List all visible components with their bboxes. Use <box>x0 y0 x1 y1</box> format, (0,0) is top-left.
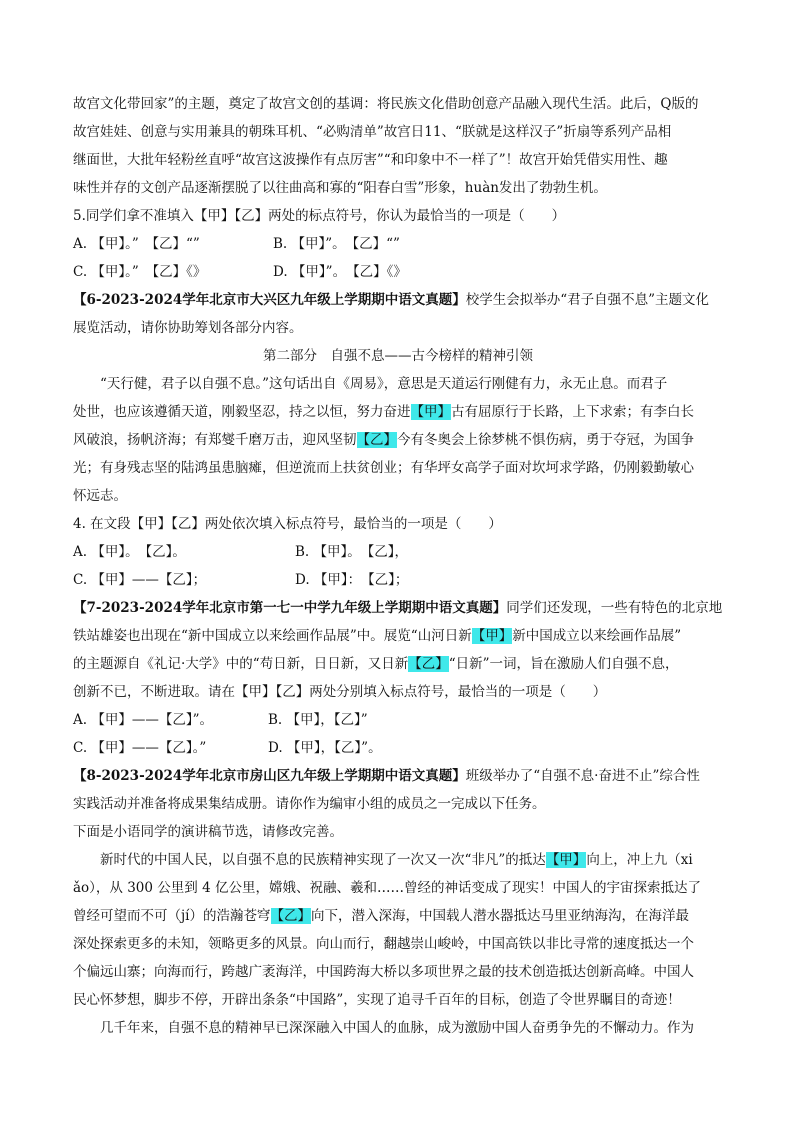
source-label: 【8-2023-2024学年北京市房山区九年级上学期期中语文真题】 <box>73 768 466 784</box>
intro-text: 同学们还发现，一些有特色的北京地 <box>506 600 723 616</box>
text-segment: 新中国成立以来绘画作品展” <box>512 628 682 644</box>
section-8-intro <box>73 762 723 790</box>
text-line: 怀远志。 <box>73 488 127 504</box>
text-line: “天行健，君子以自强不息。”这句话出自《周易》，意思是天道运行刚健有力，永无止息。而君子 <box>100 376 668 392</box>
text-line: 故宫娃娃、创意与实用兼具的朝珠耳机、“必购清单”故宫日11、“朕就是这样汉子”折扇等系列产品相 <box>73 124 672 140</box>
blank-jia-marker: 【甲】 <box>545 852 587 868</box>
text-segment: 古有屈原行于长路，上下求索；有李白长 <box>451 404 694 420</box>
option-b: B. 【甲】。 【乙】， <box>295 544 409 560</box>
source-label: 【7-2023-2024学年北京市第一七一中学九年级上学期期中语文真题】 <box>73 600 507 616</box>
text-segment: 今有冬奥会上徐梦桃不惧伤病，勇于夺冠，为国争 <box>397 432 694 448</box>
blank-yi-marker: 【乙】 <box>356 432 397 448</box>
option-c: C. 【甲】——【乙】； <box>73 572 207 588</box>
option-b: B. 【甲】，【乙】” <box>268 712 368 728</box>
option-a: A. 【甲】。 【乙】。 <box>73 544 186 560</box>
text-line: 民心怀梦想，脚步不停，开辟出条条“中国路”，实现了追寻千百年的目标，创造了令世界瞩目的奇迹！ <box>73 992 681 1008</box>
text-line <box>73 902 723 930</box>
blank-yi-marker: 【乙】 <box>408 656 449 672</box>
text-line: ǎo），从 300 公里到 4 亿公里，嫦娥、祝融、羲和……曾经的神话变成了现实！中国人的宇宙探索抵达了 <box>73 880 701 896</box>
section-6-intro <box>73 286 723 314</box>
text-segment: 处世，也应该遵循天道，刚毅坚忍，持之以恒，努力奋进 <box>73 404 411 420</box>
text-line: 继面世，大批年轻粉丝直呼“故宫这波操作有点厉害”“和印象中不一样了”！故宫开始凭借实用性、趣 <box>73 152 668 168</box>
text-line <box>73 650 723 678</box>
intro-text: 校学生会拟举办“君子自强不息”主题文化 <box>465 292 710 308</box>
text-line: 实践活动并准备将成果集结成册。请你作为编审小组的成员之一完成以下任务。 <box>73 796 546 812</box>
text-segment: 新时代的中国人民，以自强不息的民族精神实现了一次又一次“非凡”的抵达 <box>100 852 546 868</box>
question-5-options-cd <box>73 258 723 286</box>
text-line: 个偏远山寨；向海而行，跨越广袤海洋，中国跨海大桥以多项世界之最的技术创造抵达创新高峰。中国人 <box>73 964 694 980</box>
text-line <box>73 622 723 650</box>
text-line <box>73 398 723 426</box>
option-d: D. 【甲】”。 【乙】《》 <box>273 264 407 280</box>
question-5-stem: 5.同学们拿不准填入【甲】【乙】两处的标点符号，你认为最恰当的一项是（ ） <box>73 208 566 224</box>
question-7-options-ab <box>73 706 723 734</box>
question-4-options-cd <box>73 566 723 594</box>
option-a: A. 【甲】。” 【乙】“” <box>73 236 200 252</box>
option-d: D. 【甲】： 【乙】； <box>295 572 409 588</box>
text-line: 故宫文化带回家”的主题，奠定了故宫文创的基调：将民族文化借助创意产品融入现代生活。此后，Q版的 <box>73 96 699 112</box>
question-7-options-cd <box>73 734 723 762</box>
option-a: A. 【甲】——【乙】”。 <box>73 712 213 728</box>
blank-yi-marker: 【乙】 <box>270 908 312 924</box>
text-segment: 铁站雄姿也出现在“新中国成立以来绘画作品展”中。展览“山河日新 <box>73 628 472 644</box>
document-page <box>73 90 723 1042</box>
text-segment: 向下，潜入深海，中国载人潜水器抵达马里亚纳海沟，在海洋最 <box>311 908 690 924</box>
text-line: 下面是小语同学的演讲稿节选，请修改完善。 <box>73 824 343 840</box>
option-d: D. 【甲】，【乙】”。 <box>268 740 382 756</box>
text-line: 味性并存的文创产品逐渐摆脱了以往曲高和寡的“阳春白雪”形象，huàn发出了勃勃生机。 <box>73 180 607 196</box>
text-line <box>73 846 723 874</box>
text-segment: 向上，冲上九（xi <box>586 852 693 868</box>
blank-jia-marker: 【甲】 <box>410 404 451 420</box>
blank-jia-marker: 【甲】 <box>471 628 513 644</box>
option-c: C. 【甲】——【乙】。” <box>73 740 207 756</box>
option-c: C. 【甲】。” 【乙】《》 <box>73 264 207 280</box>
question-5-options-ab <box>73 230 723 258</box>
text-segment: 风破浪，扬帆济海；有郑燮千磨万击，迎风坚韧 <box>73 432 357 448</box>
text-line: 展览活动，请你协助筹划各部分内容。 <box>73 320 303 336</box>
text-segment: 的主题源自《礼记·大学》中的“苟日新，日日新，又日新 <box>73 656 409 672</box>
text-segment: 曾经可望而不可（jí）的浩瀚苍穹 <box>73 908 271 924</box>
text-segment: “日新”一词，旨在激励人们自强不息， <box>448 656 679 672</box>
text-line <box>73 426 723 454</box>
question-4-options-ab <box>73 538 723 566</box>
source-label: 【6-2023-2024学年北京市大兴区九年级上学期期中语文真题】 <box>73 292 466 308</box>
text-line: 光；有身残志坚的陆鸿虽患脑瘫，但逆流而上扶贫创业；有华坪女高学子面对坎坷求学路，仍刚毅勤敏心 <box>73 460 694 476</box>
intro-text: 班级举办了“自强不息·奋进不止”综合性 <box>465 768 700 784</box>
text-line: 创新不已，不断进取。请在【甲】【乙】两处分别填入标点符号，最恰当的一项是（ ） <box>73 684 607 700</box>
section-title: 第二部分 自强不息——古今榜样的精神引领 <box>263 348 533 364</box>
text-line: 深处探索更多的未知，领略更多的风景。向山而行，翻越崇山峻岭，中国高铁以非比寻常的速度抵达一个 <box>73 936 694 952</box>
question-4-stem: 4. 在文段【甲】【乙】两处依次填入标点符号，最恰当的一项是（ ） <box>73 516 502 532</box>
text-line: 几千年来，自强不息的精神早已深深融入中国人的血脉，成为激励中国人奋勇争先的不懈动力。作为 <box>100 1020 694 1036</box>
section-7-intro <box>73 594 723 622</box>
option-b: B. 【甲】”。 【乙】“” <box>273 236 400 252</box>
